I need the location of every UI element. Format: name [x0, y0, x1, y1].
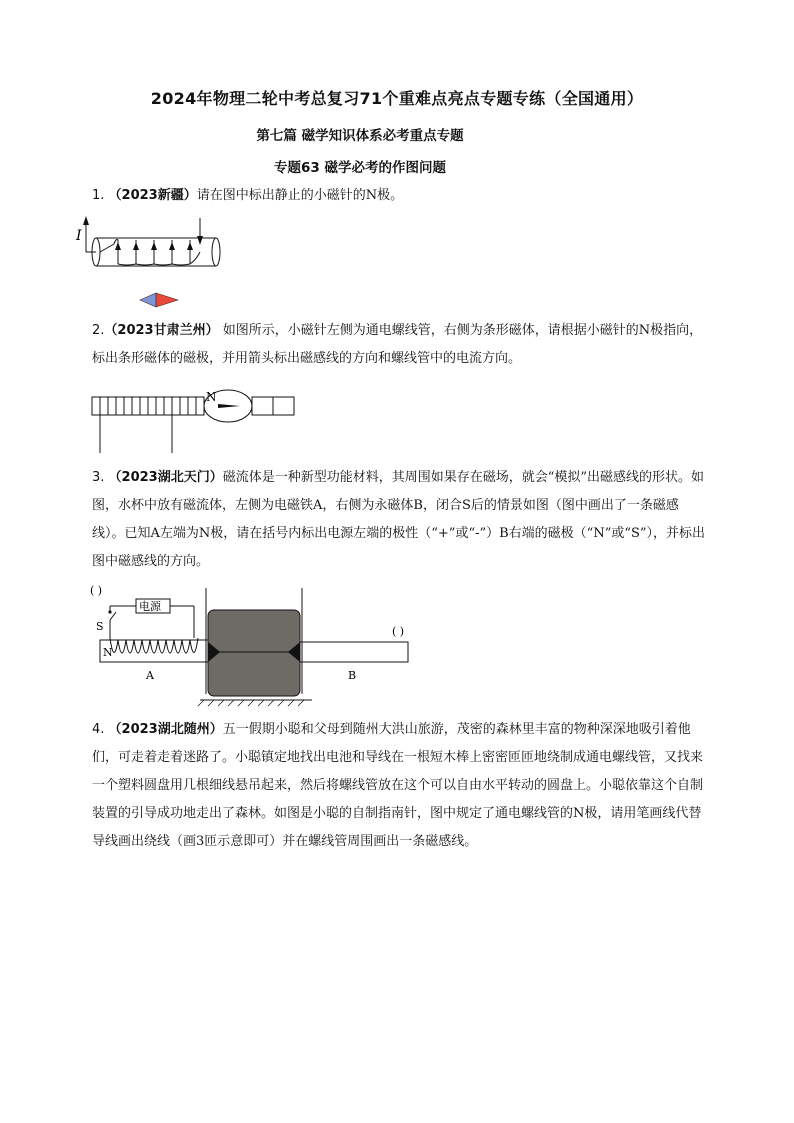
current-label: I	[76, 228, 82, 244]
pole-n-label: N	[103, 646, 113, 659]
question-text: 五一假期小聪和父母到随州大洪山旅游，茂密的森林里丰富的物种深深地吸引着他们，可走着走着迷路了。小聪镇定地找出电池和导线在一根短木棒上密密匝匝地绕制成通电螺线管，又找来一个塑料圆盘用几根细线悬吊起来，然后将螺线管放在这个可以自由水平转动的圆盘上。小聪依靠这个自制装置的引导成功地走出了森林。如图是小聪的自制指南针，图中规定了通电螺线管的N极，请用笔画线代替导线画出绕线（画3匝示意即可）并在螺线管周围画出一条磁感线。	[92, 722, 704, 849]
question-1	[92, 182, 708, 210]
power-source-label: 电源	[139, 600, 161, 613]
needle-2	[218, 404, 240, 408]
question-source: （2023湖北天门）	[108, 470, 223, 485]
question-text: 磁流体是一种新型功能材料，其周围如果存在磁场，就会“模拟”出磁感线的形状。如图，水杯中放有磁流体，左侧为电磁铁A，右侧为永磁体B，闭合S后的情景如图（图中画出了一条磁感线）。已知A左端为N极，请在括号内标出电源左端的极性（“+”或“-”）B右端的磁极（“N”或“S”），并标出图中磁感线的方向。	[92, 470, 706, 569]
question-text: 请在图中标出静止的小磁针的N极。	[196, 188, 404, 203]
figure-magnetic-fluid	[90, 582, 420, 702]
topic-heading: 专题63 磁学必考的作图问题	[274, 160, 446, 176]
question-number: 4.	[92, 722, 105, 737]
question-4	[92, 716, 708, 856]
question-source: （2023新疆）	[108, 188, 197, 203]
question-number: 1.	[92, 188, 105, 203]
page-title: 2024年物理二轮中考总复习71个重难点亮点专题专练（全国通用）	[150, 89, 644, 108]
figure-solenoid-needle	[76, 218, 230, 310]
question-number: 2.	[92, 323, 105, 338]
magnetic-fluid	[208, 610, 300, 696]
needle-blue-half	[140, 293, 156, 307]
part-heading: 第七篇 磁学知识体系必考重点专题	[256, 128, 464, 144]
needle-red-half	[156, 293, 178, 307]
question-source: （2023甘肃兰州）	[104, 323, 219, 338]
needle-n-label: N	[206, 390, 217, 404]
magnet-b-label: B	[348, 669, 357, 682]
bracket-right: ( )	[392, 625, 405, 638]
question-3	[92, 464, 708, 576]
question-source: （2023湖北随州）	[108, 722, 223, 737]
question-text: 如图所示，小磁针左侧为通电螺线管，右侧为条形磁体，请根据小磁针的N极指向，标出条形磁体的磁极，并用箭头标出磁感线的方向和螺线管中的电流方向。	[92, 323, 703, 366]
figure-solenoid-bar-magnet	[90, 385, 300, 455]
magnet-a-label: A	[146, 669, 154, 682]
question-number: 3.	[92, 470, 105, 485]
question-2	[92, 317, 708, 373]
switch-label: S	[96, 620, 104, 633]
bracket-left: ( )	[90, 584, 103, 597]
